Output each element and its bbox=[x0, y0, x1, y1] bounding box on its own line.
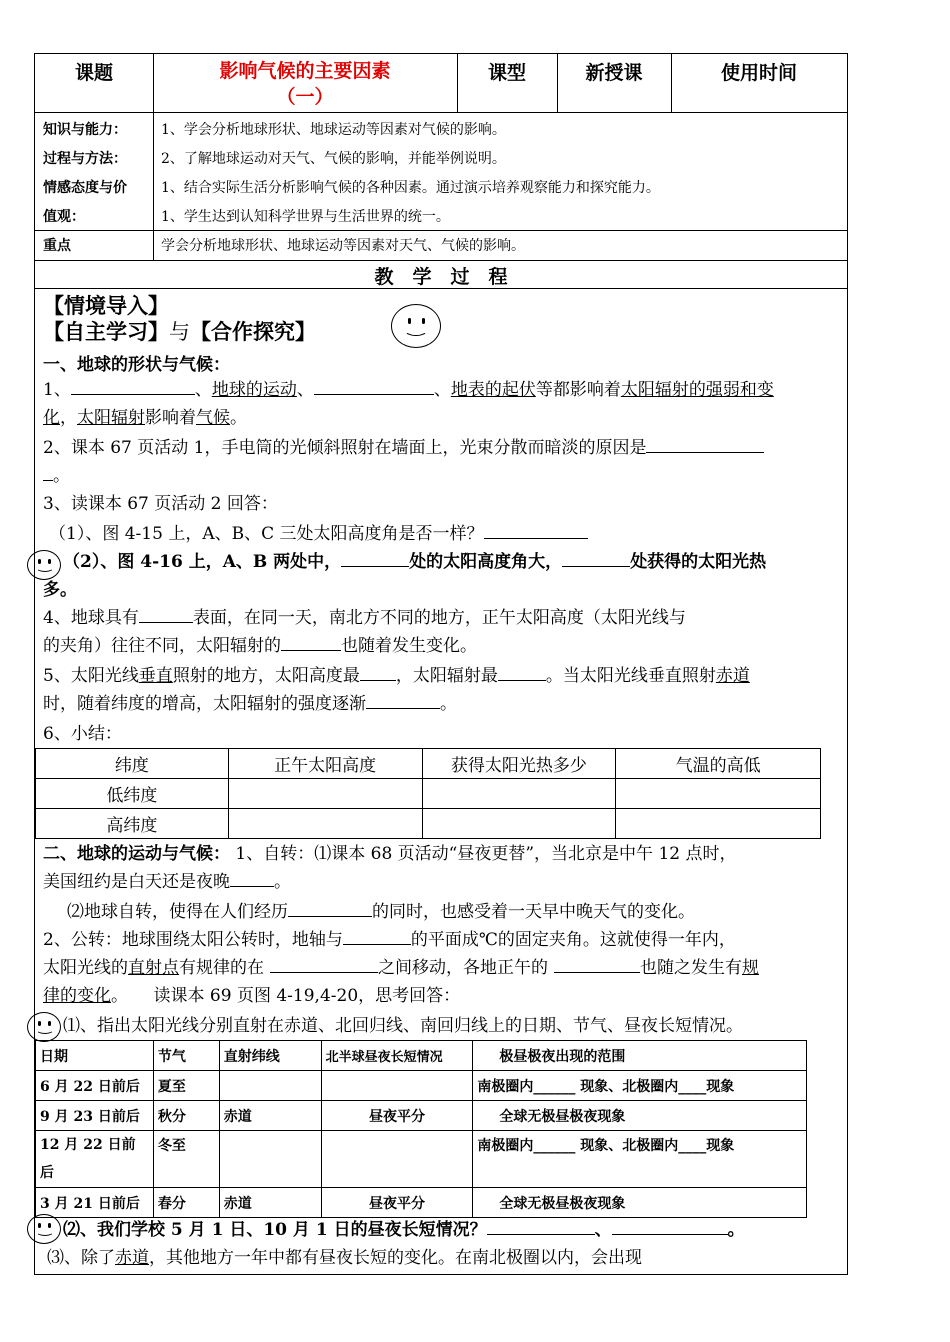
table-header: 获得太阳光热多少 bbox=[422, 749, 616, 779]
table-cell: 低纬度 bbox=[36, 779, 229, 809]
question-6: 6、小结： bbox=[43, 724, 122, 744]
table-row bbox=[36, 1101, 807, 1131]
table-header: 纬度 bbox=[36, 749, 229, 779]
section2-line5: 太阳光线的直射点有规律的在 之间移动，各地正午的 也随之发生有规 bbox=[43, 954, 839, 982]
key-point-text: 学会分析地球形状、地球运动等因素对天气、气候的影响。 bbox=[161, 238, 525, 254]
table-cell: 昼夜平分 bbox=[321, 1101, 473, 1131]
table-cell: 全球无极昼极夜现象 bbox=[473, 1101, 807, 1131]
goal-label-attitude: 情感态度与价 bbox=[43, 180, 127, 196]
goal-label-knowledge: 知识与能力： bbox=[43, 122, 127, 138]
answer-cell[interactable] bbox=[422, 809, 616, 839]
type-value: 新授课 bbox=[585, 62, 643, 84]
answer-cell[interactable] bbox=[422, 779, 616, 809]
goal-item: 1、学会分析地球形状、地球运动等因素对气候的影响。 bbox=[161, 122, 506, 138]
goal-item: 1、学生达到认知科学世界与生活世界的统一。 bbox=[161, 209, 450, 225]
question-3-2: （2）、图 4-16 上，A、B 两处中， 处的太阳高度角大， 处获得的太阳光热 bbox=[63, 548, 839, 576]
table-header-row bbox=[36, 1041, 807, 1071]
table-header-row bbox=[36, 749, 821, 779]
solar-terms-table bbox=[35, 1040, 807, 1218]
blank-field[interactable] bbox=[343, 926, 411, 945]
blank-field[interactable] bbox=[288, 898, 372, 917]
question-4: 4、地球具有 表面，在同一天，南北方不同的地方，正午太阳高度（太阳光线与 bbox=[43, 604, 839, 632]
question-2-cont: 。 bbox=[43, 462, 839, 490]
table-header: 气温的高低 bbox=[616, 749, 821, 779]
table-cell: 秋分 bbox=[153, 1101, 219, 1131]
table-row bbox=[36, 1071, 807, 1101]
goal-item: 1、结合实际生活分析影响气候的各种因素。通过演示培养观察能力和探究能力。 bbox=[161, 180, 660, 196]
topic-label: 课题 bbox=[74, 62, 113, 84]
table-cell: 夏至 bbox=[153, 1071, 219, 1101]
goals-labels bbox=[43, 116, 127, 232]
blank-field[interactable] bbox=[139, 604, 193, 623]
section2-line9: ⑶、除了赤道，其他地方一年中都有昼夜长短的变化。在南北极圈以内，会出现 bbox=[47, 1248, 642, 1268]
answer-cell[interactable] bbox=[616, 809, 821, 839]
table-cell: 春分 bbox=[153, 1188, 219, 1218]
table-cell: 高纬度 bbox=[36, 809, 229, 839]
table-row bbox=[36, 1131, 807, 1188]
blank-field[interactable] bbox=[341, 548, 409, 567]
study-heading bbox=[43, 316, 316, 346]
blank-field[interactable] bbox=[360, 662, 396, 681]
table-cell: 南极圈内______ 现象、北极圈内____现象 bbox=[473, 1071, 807, 1101]
table-cell: 6 月 22 日前后 bbox=[36, 1071, 154, 1101]
question-3: 3、读课本 67 页活动 2 回答： bbox=[43, 494, 278, 514]
smiley-icon bbox=[391, 304, 441, 348]
answer-cell[interactable] bbox=[228, 809, 422, 839]
section1-title: 一、地球的形状与气候： bbox=[43, 355, 230, 375]
blank-field[interactable] bbox=[281, 632, 341, 651]
question-3-2-cont: 多。 bbox=[43, 580, 77, 600]
goal-item: 2、了解地球运动对天气、气候的影响，并能举例说明。 bbox=[161, 151, 506, 167]
question-1: 1、 、地球的运动、 、地表的起伏等都影响着太阳辐射的强弱和变 bbox=[43, 376, 839, 404]
blank-field[interactable] bbox=[487, 1216, 595, 1235]
question-4-cont: 的夹角）往往不同，太阳辐射的 也随着发生变化。 bbox=[43, 632, 839, 660]
smiley-icon bbox=[27, 1214, 61, 1244]
table-cell: 赤道 bbox=[219, 1188, 321, 1218]
blank-field[interactable] bbox=[484, 520, 588, 539]
header-row bbox=[35, 54, 847, 112]
self-study-label: 【自主学习】 bbox=[43, 319, 169, 344]
table-header: 节气 bbox=[153, 1041, 219, 1071]
question-1-cont: 化，太阳辐射影响着气候。 bbox=[43, 408, 247, 428]
table-cell: 9 月 23 日前后 bbox=[36, 1101, 154, 1131]
table-cell: 赤道 bbox=[219, 1101, 321, 1131]
table-cell: 全球无极昼极夜现象 bbox=[473, 1188, 807, 1218]
table-header: 日期 bbox=[36, 1041, 154, 1071]
blank-field[interactable] bbox=[270, 954, 378, 973]
lesson-title-line2: （一） bbox=[276, 86, 334, 108]
worksheet bbox=[34, 53, 848, 1275]
blank-field[interactable] bbox=[562, 548, 630, 567]
table-row bbox=[36, 1188, 807, 1218]
table-cell: 12 月 22 日前后 bbox=[36, 1131, 154, 1188]
lesson-title-line1: 影响气候的主要因素 bbox=[219, 60, 391, 82]
question-5: 5、太阳光线垂直照射的地方，太阳高度最 ，太阳辐射最 。当太阳光线垂直照射赤道 bbox=[43, 662, 839, 690]
table-cell: 南极圈内______ 现象、北极圈内____现象 bbox=[473, 1131, 807, 1188]
goal-label-process: 过程与方法： bbox=[43, 151, 127, 167]
blank-field[interactable] bbox=[646, 434, 764, 453]
blank-field[interactable] bbox=[43, 462, 53, 481]
table-header: 北半球昼夜长短情况 bbox=[321, 1041, 473, 1071]
question-3-1: （1）、图 4-15 上，A、B、C 三处太阳高度角是否一样？ bbox=[49, 520, 839, 548]
blank-field[interactable] bbox=[612, 1216, 728, 1235]
table-header: 正午太阳高度 bbox=[228, 749, 422, 779]
blank-field[interactable] bbox=[366, 690, 440, 709]
blank-field[interactable] bbox=[498, 662, 546, 681]
table-row bbox=[36, 779, 821, 809]
cooperation-label: 【合作探究】 bbox=[190, 319, 316, 344]
table-header: 极昼极夜出现的范围 bbox=[473, 1041, 807, 1071]
blank-field[interactable] bbox=[71, 376, 195, 395]
goals-items bbox=[161, 116, 660, 232]
question-5-cont: 时，随着纬度的增高，太阳辐射的强度逐渐 。 bbox=[43, 690, 839, 718]
lesson-title bbox=[153, 58, 457, 110]
answer-cell[interactable] bbox=[616, 779, 821, 809]
table-row bbox=[36, 809, 821, 839]
key-point-row bbox=[35, 230, 847, 260]
table-header: 直射纬线 bbox=[219, 1041, 321, 1071]
key-point-label: 重点 bbox=[43, 238, 71, 254]
table-cell[interactable] bbox=[219, 1131, 321, 1188]
process-title: 教 学 过 程 bbox=[374, 266, 508, 288]
blank-field[interactable] bbox=[314, 376, 434, 395]
and-text: 与 bbox=[169, 320, 190, 344]
table-cell[interactable] bbox=[219, 1071, 321, 1101]
question-2: 2、课本 67 页活动 1，手电筒的光倾斜照射在墙面上，光束分散而暗淡的原因是 bbox=[43, 434, 839, 462]
blank-field[interactable] bbox=[230, 868, 274, 887]
section2-line1: 二、地球的运动与气候： 1、自转：⑴课本 68 页活动“昼夜更替”，当北京是中午 12 点时， bbox=[43, 844, 737, 864]
table-cell: 3 月 21 日前后 bbox=[36, 1188, 154, 1218]
summary-table bbox=[35, 748, 821, 839]
table-cell[interactable] bbox=[321, 1071, 473, 1101]
table-cell: 冬至 bbox=[153, 1131, 219, 1188]
section2-line6: 律的变化。 读课本 69 页图 4-19,4-20，思考回答： bbox=[43, 986, 461, 1006]
time-label: 使用时间 bbox=[720, 62, 797, 84]
section2-line8: ⑵、我们学校 5 月 1 日、10 月 1 日的昼夜长短情况？ 、 。 bbox=[63, 1216, 839, 1244]
goals-block bbox=[35, 112, 847, 230]
table-cell: 昼夜平分 bbox=[321, 1188, 473, 1218]
blank-field[interactable] bbox=[554, 954, 640, 973]
table-cell[interactable] bbox=[321, 1131, 473, 1188]
section2-line3: ⑵地球自转，使得在人们经历 的同时，也感受着一天早中晚天气的变化。 bbox=[67, 898, 839, 926]
section2-line4: 2、公转：地球围绕太阳公转时，地轴与 的平面成℃的固定夹角。这就使得一年内， bbox=[43, 926, 839, 954]
goal-label-values: 值观： bbox=[43, 209, 85, 225]
intro-heading: 【情境导入】 bbox=[43, 293, 169, 318]
type-label: 课型 bbox=[487, 62, 526, 84]
answer-cell[interactable] bbox=[228, 779, 422, 809]
smiley-icon bbox=[27, 1012, 61, 1042]
section2-line2: 美国纽约是白天还是夜晚 。 bbox=[43, 868, 839, 896]
section2-line7: ⑴、指出太阳光线分别直射在赤道、北回归线、南回归线上的日期、节气、昼夜长短情况。 bbox=[63, 1016, 743, 1036]
